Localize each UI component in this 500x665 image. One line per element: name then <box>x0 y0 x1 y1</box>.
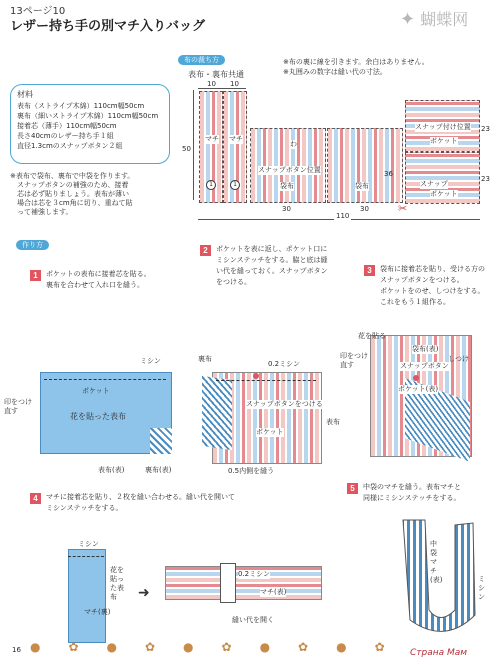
fig4-machi-label: マチ(裏) <box>84 608 111 616</box>
step-3-number: 3 <box>364 265 375 276</box>
fig1-center-label: 花を貼った表布 <box>70 412 126 421</box>
scissors-icon: ✂ <box>398 202 408 215</box>
dim-10b: 10 <box>230 80 239 88</box>
fig2-pocket-label: ポケット <box>256 428 284 436</box>
fig5-machi-label: 中袋マチ(表) <box>430 540 443 584</box>
fig4-hana-label: 花を貼った表布 <box>110 566 124 601</box>
fig3-pocket-label: ポケット(表) <box>398 385 439 393</box>
dim-30b: 30 <box>360 205 369 213</box>
fig1-ura-label: 裏布(表) <box>145 466 172 474</box>
snap-attach-label: スナップ付け位置 <box>415 123 471 131</box>
fig1-pocket-label: ポケット <box>82 387 110 395</box>
step-5-text: 同様にミシンステッチをする。 <box>363 494 461 502</box>
fig4-stitch-label: 0.2ミシン <box>238 570 270 578</box>
step-2-text: ミシンステッチをする。脇と底は縫 <box>216 256 328 264</box>
butterfly-icon: ✦ <box>400 9 416 30</box>
step-4-text: マチに接着芯を貼り、２枚を縫い合わせる。縫い代を開いて <box>46 493 235 501</box>
watermark-logo <box>400 8 495 32</box>
step-3-text: ポケットをのせ、しつけをする。 <box>380 287 485 295</box>
cutting-note: ※丸囲みの数字は縫い代の寸法。 <box>283 68 387 76</box>
stitch-line <box>216 380 316 381</box>
bag-panel-label: 袋布 <box>280 182 294 190</box>
arrow-right-icon: ➜ <box>138 585 150 601</box>
fig4-machi-omote-label: マチ(表) <box>260 588 287 596</box>
material-line: 長さ40cmのレザー持ち手１組 <box>17 132 114 140</box>
snap-label: スナップ <box>420 180 448 188</box>
fig3-mark-label: 印をつけ直す <box>340 352 368 369</box>
snap-button-icon <box>253 373 259 379</box>
material-line: 裏布（細いストライプ木綿）110cm幅50cm <box>17 112 159 120</box>
step-4-number: 4 <box>30 493 41 504</box>
material-line: 接着芯（薄手）110cm幅50cm <box>17 122 117 130</box>
dim-50: 50 <box>182 145 191 153</box>
material-line: 表布（ストライプ木綿）110cm幅50cm <box>17 102 145 110</box>
seam-open-mark <box>220 563 236 603</box>
bag-panel-label: 袋布 <box>355 182 369 190</box>
cutting-note: ※布の裏に線を引きます。余白はありません。 <box>283 58 429 66</box>
wa-label: わ <box>290 140 297 148</box>
step-2-text: をつける。 <box>216 278 251 286</box>
dim-36: 36 <box>384 170 393 178</box>
material-line: 直径1.3cmのスナップボタン２組 <box>17 142 123 150</box>
step-1-text: 裏布を合わせて入れ口を縫う。 <box>46 281 144 289</box>
dim-30a: 30 <box>282 205 291 213</box>
gusset-fig-4 <box>68 549 106 643</box>
cutting-tag: 布の裁ち方 <box>178 55 225 65</box>
dim-110: 110 <box>336 212 350 220</box>
stitch-line <box>68 556 104 557</box>
step-2-text: い代を縫っておく。スナップボタン <box>216 267 328 275</box>
snap-position-label: スナップボタン位置 <box>258 166 321 174</box>
step-3-text: 袋布に接着芯を貼り、受ける方の <box>380 265 485 273</box>
step-3-text: これをもう１組作る。 <box>380 298 450 306</box>
fig2-omote-label: 表布 <box>326 418 340 426</box>
seam-allowance-circle: 1 <box>230 180 240 190</box>
note-line: ※表布で袋布、裏布で中袋を作ります。 <box>10 172 135 180</box>
dim-line-left <box>193 90 194 200</box>
step-1-number: 1 <box>30 270 41 281</box>
dim-line-top <box>198 88 246 89</box>
page-title: レザー持ち手の別マチ入りバッグ <box>10 19 206 34</box>
footer-decoration: ●✿●✿●✿●✿●✿ <box>30 640 413 654</box>
fig2-seam-label: 0.5内側を縫う <box>228 467 275 475</box>
fig4-open-label: 縫い代を開く <box>232 616 274 624</box>
page-ref: 13ページ10 <box>10 6 66 17</box>
fig2-snap-label: スナップボタンをつける <box>246 400 323 408</box>
fig1-mark-label: 印をつけ直す <box>4 398 32 415</box>
step-3-text: スナップボタンをつける。 <box>380 276 464 284</box>
seam-allowance-circle: 1 <box>206 180 216 190</box>
dim-10a: 10 <box>207 80 216 88</box>
machi-label-2: マチ <box>229 135 243 143</box>
step-2-text: ポケットを表に返し、ポケット口に <box>216 245 328 253</box>
fig1-omote-label: 表布(表) <box>98 466 125 474</box>
page-number: 16 <box>12 646 21 654</box>
stitch-line <box>44 379 166 380</box>
fig3-bukuro-label: 袋布(表) <box>412 345 439 353</box>
pocket-fig-1-fold <box>150 428 172 454</box>
step-5-number: 5 <box>347 483 358 494</box>
snap-button-icon <box>413 375 419 381</box>
fig5-mishin-label: ミシン <box>478 575 485 601</box>
step-1-text: ポケットの表布に接着芯を貼る。 <box>46 270 151 278</box>
fig3-snap-label: スナップボタン <box>400 362 449 370</box>
dim-23a: 23 <box>481 125 490 133</box>
fig2-urafu-label: 裏布 <box>198 355 212 363</box>
note-line: って補強します。 <box>10 208 73 216</box>
howto-tag: 作り方 <box>16 240 49 250</box>
materials-note <box>10 172 134 217</box>
pocket-label: ポケット <box>430 190 458 198</box>
pocket-label: ポケット <box>430 137 458 145</box>
dim-23b: 23 <box>481 175 490 183</box>
pocket-fig-2-flap <box>202 376 232 450</box>
note-line: 芯は必ず貼りましょう。表布が薄い <box>10 190 129 198</box>
step-4-text: ミシンステッチをする。 <box>46 504 123 512</box>
materials-heading: 材料 <box>17 90 33 99</box>
fig2-stitch-label: 0.2ミシン <box>268 360 300 368</box>
fig3-shitsuke-label: しつけ <box>448 355 469 363</box>
step-5-text: 中袋のマチを縫う。表布マチと <box>363 483 461 491</box>
fig3-hana-label: 花を貼る <box>358 332 386 340</box>
footer-brand: Страна Мам <box>410 648 468 658</box>
note-line: 場合は芯を３cm角に切り、重ねて貼 <box>10 199 133 207</box>
materials-box <box>10 84 170 164</box>
cutting-subtitle: 表布・裏布共通 <box>188 70 244 79</box>
watermark-text: 蝴蝶网 <box>420 10 469 29</box>
fig4-mishin-label: ミシン <box>78 540 99 548</box>
note-line: スナップボタンの補強のため、接着 <box>10 181 129 189</box>
bag-panel-2 <box>327 128 403 203</box>
fig1-mishin-label: ミシン <box>140 357 161 365</box>
machi-label-1: マチ <box>205 135 219 143</box>
step-2-number: 2 <box>200 245 211 256</box>
